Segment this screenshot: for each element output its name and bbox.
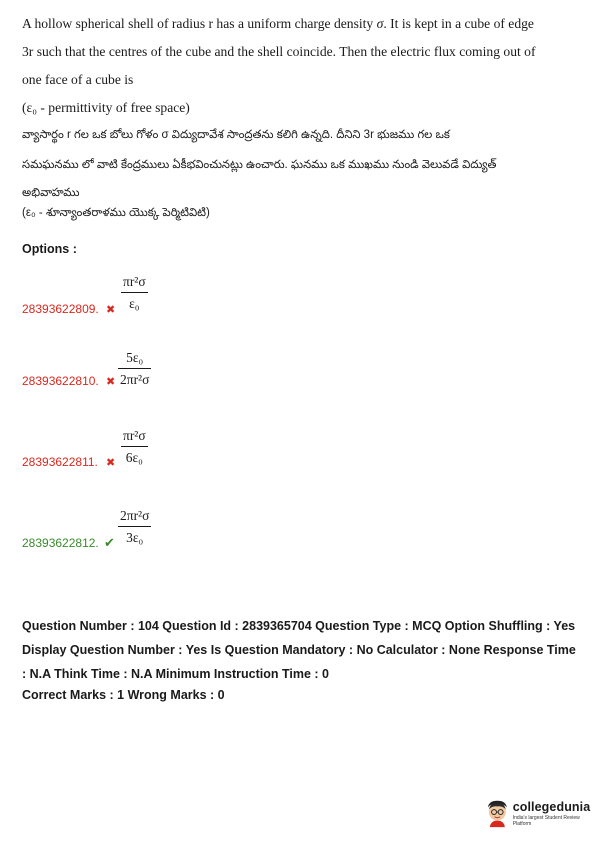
brand-name: collegedunia xyxy=(512,799,591,814)
question-text-english xyxy=(22,10,572,122)
question-line-2: 3r such that the centres of the cube and the shell coincide. Then the electric flux coming out of xyxy=(22,44,536,59)
cross-icon: ✖ xyxy=(106,304,116,316)
question-line-4: (ε₀ - permittivity of free space) xyxy=(22,100,190,115)
telugu-line-3: అభివాహము xyxy=(22,187,80,199)
collegedunia-logo[interactable] xyxy=(486,796,595,830)
question-line-3: one face of a cube is xyxy=(22,72,134,87)
telugu-line-1: వ్యాసార్థం r గల ఒక బోలు గోళం σ విద్యుదావేశ సాంద్రతను కలిగి ఉన్నది. దీనిని 3r భుజము గల ఒక xyxy=(22,129,450,141)
marks-info: Correct Marks : 1 Wrong Marks : 0 xyxy=(22,688,225,702)
option-2[interactable] xyxy=(0,346,595,426)
cross-icon: ✖ xyxy=(106,376,116,388)
check-icon: ✔ xyxy=(104,535,115,550)
meta-line-1: Question Number : 104 Question Id : 2839365704 Question Type : MCQ Option Shuffling : Yes xyxy=(22,619,576,633)
option-3[interactable] xyxy=(0,424,595,504)
option-formula: πr²σ ε₀ xyxy=(123,274,146,311)
telugu-line-2: సమఘనము లో వాటి కేంద్రములు ఏకీభవించునట్లు ఉంచారు. ఘనము ఒక ముఖము నుండి వెలువడే విద్యుత్ xyxy=(22,159,497,171)
cross-icon: ✖ xyxy=(106,457,116,469)
question-line-1: A hollow spherical shell of radius r has a uniform charge density σ. It is kept in a cube of edge xyxy=(22,16,534,31)
option-1[interactable] xyxy=(0,270,595,350)
option-id: 28393622809. xyxy=(22,302,99,316)
option-formula: 2πr²σ 3ε₀ xyxy=(120,508,150,545)
option-id: 28393622811. xyxy=(22,455,98,469)
options-label: Options : xyxy=(22,242,77,256)
question-meta xyxy=(22,614,582,686)
meta-line-3: : N.A Think Time : N.A Minimum Instruction Time : 0 xyxy=(22,667,329,681)
option-formula: 5ε₀ 2πr²σ xyxy=(120,350,150,387)
brand-tagline: India's largest Student Review Platform xyxy=(512,814,580,827)
option-id: 28393622810. xyxy=(22,374,99,388)
mascot-icon xyxy=(486,798,509,828)
option-4[interactable] xyxy=(0,504,595,584)
meta-line-2: Display Question Number : Yes Is Question Mandatory : No Calculator : None Response Time xyxy=(22,643,576,657)
option-id: 28393622812. xyxy=(22,536,99,550)
telugu-line-4: (ε₀ - శూన్యాంతరాళము యొక్క పెర్మిటివిటి) xyxy=(22,207,210,219)
option-formula: πr²σ 6ε₀ xyxy=(123,428,146,465)
